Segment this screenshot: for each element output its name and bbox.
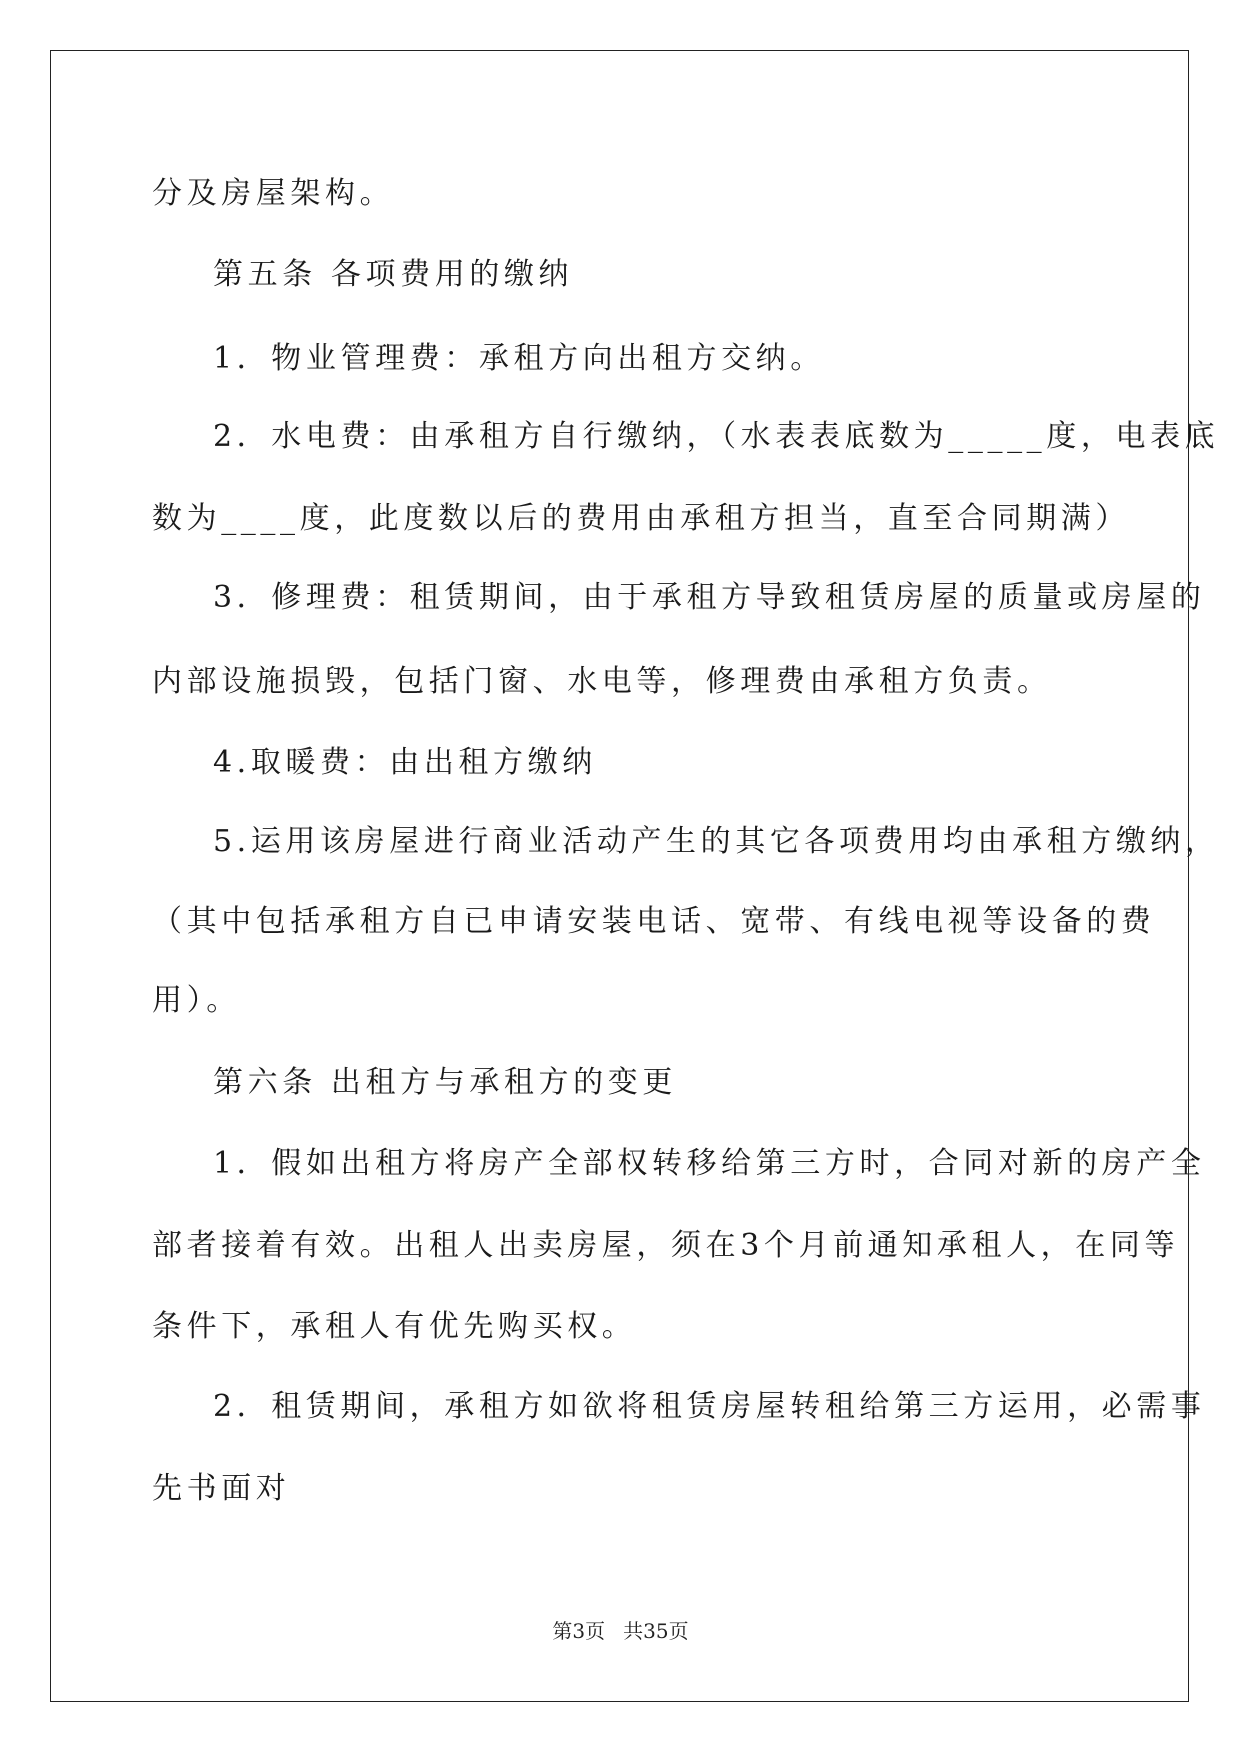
text-line: 部者接着有效。出租人出卖房屋，须在3个月前通知承租人，在同等 [152, 1228, 1180, 1263]
text-line: （其中包括承租方自已申请安装电话、宽带、有线电视等设备的费 [152, 904, 1156, 939]
text-line: 4.取暖费：由出租方缴纳 [213, 745, 597, 780]
text-line: 用）。 [152, 983, 241, 1018]
section-heading: 第五条 各项费用的缴纳 [213, 257, 574, 292]
text-line: 3．修理费：租赁期间，由于承租方导致租赁房屋的质量或房屋的 [213, 580, 1206, 615]
page-footer [0, 1618, 1241, 1644]
text-line: 先书面对 [152, 1471, 291, 1506]
text-line: 分及房屋架构。 [152, 176, 395, 211]
text-line: 条件下，承租人有优先购买权。 [152, 1309, 637, 1344]
page-total: 共35页 [623, 1619, 689, 1643]
text-line: 1．假如出租方将房产全部权转移给第三方时，合同对新的房产全 [213, 1146, 1206, 1181]
text-line: 5.运用该房屋进行商业活动产生的其它各项费用均由承租方缴纳， [213, 824, 1220, 859]
page-number: 第3页 [552, 1619, 606, 1643]
text-line: 2．水电费：由承租方自行缴纳，（水表表底数为_____度，电表底 [213, 419, 1220, 454]
page-border [50, 50, 1189, 1702]
text-line: 数为____度，此度数以后的费用由承租方担当，直至合同期满） [152, 501, 1130, 536]
text-line: 1．物业管理费：承租方向出租方交纳。 [213, 341, 825, 376]
text-line: 2．租赁期间，承租方如欲将租赁房屋转租给第三方运用，必需事 [213, 1389, 1206, 1424]
section-heading: 第六条 出租方与承租方的变更 [213, 1065, 677, 1100]
text-line: 内部设施损毁，包括门窗、水电等，修理费由承租方负责。 [152, 664, 1052, 699]
